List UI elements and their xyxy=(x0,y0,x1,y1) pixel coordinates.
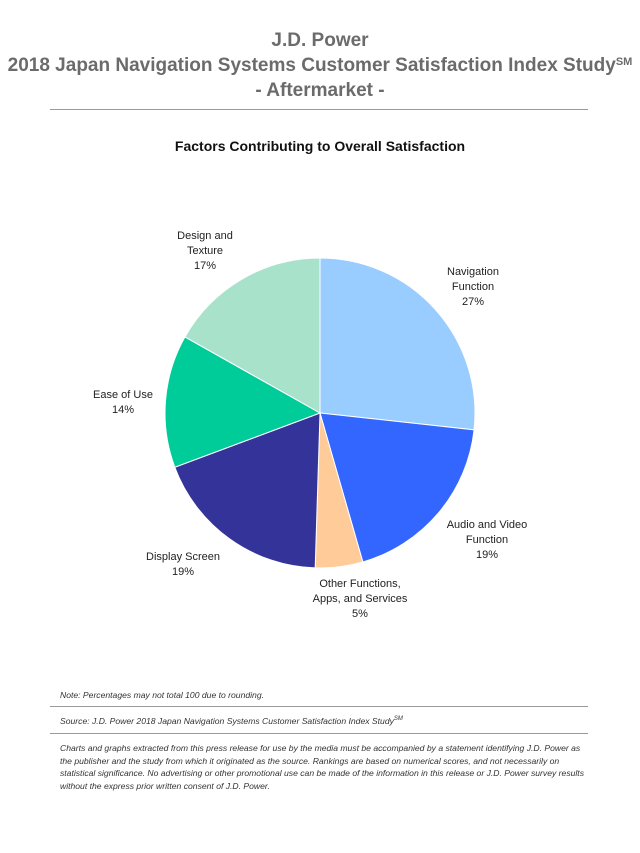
footer-divider-2 xyxy=(50,733,588,734)
footer-note: Note: Percentages may not total 100 due to rounding. xyxy=(60,690,264,700)
footer-source xyxy=(60,713,590,727)
segment-title: - Aftermarket - xyxy=(255,80,385,101)
pie-label-5: Design and Texture 17% xyxy=(177,230,233,272)
study-title-sup: SM xyxy=(615,56,633,68)
pie-label-1: Audio and Video Function 19% xyxy=(446,519,528,561)
pie-label-3: Display Screen 19% xyxy=(146,551,220,578)
footer-divider-1 xyxy=(50,706,588,707)
footer-source-text: Source: J.D. Power 2018 Japan Navigation Systems Customer Satisfaction Index Study xyxy=(60,715,394,726)
pie-label-0: Navigation Function 27% xyxy=(447,266,499,308)
pie-label-4: Ease of Use 14% xyxy=(93,389,153,416)
chart-title: Factors Contributing to Overall Satisfaction xyxy=(174,138,466,154)
footer-disclaimer: Charts and graphs extracted from this press release for use by the media must be accompanied by a statement identifying J.D. Power as the publisher and the study from which it originated as the source. Rankings are based on numerical scores, and not necessarily on statistical significance. No advertising or other promotional use can be made of the information in this release or J.D. Power survey results without the express prior written consent of J.D. Power. xyxy=(60,743,584,791)
study-title-text: 2018 Japan Navigation Systems Customer Satisfaction Index Study xyxy=(7,55,616,76)
brand-title: J.D. Power xyxy=(271,30,369,51)
footer-source-sup: SM xyxy=(393,716,403,722)
pie-label-2: Other Functions, Apps, and Services 5% xyxy=(312,578,408,620)
